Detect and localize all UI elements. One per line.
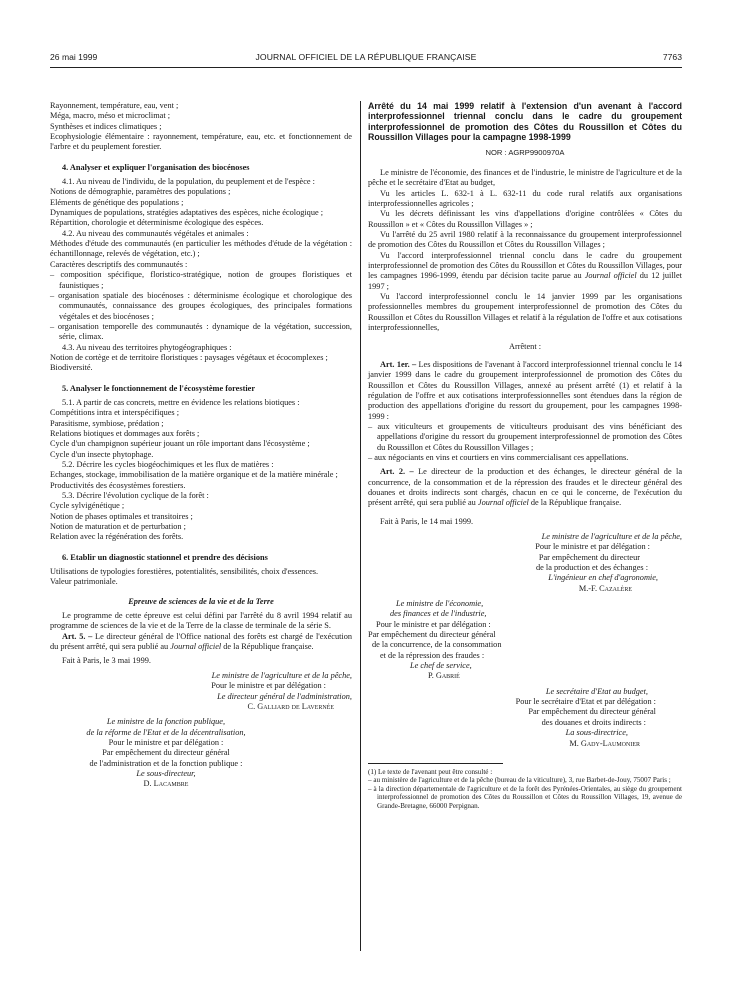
paragraph: Notion de phases optimales et transitoires ; (50, 511, 193, 521)
arretent-heading: Arrêtent : (508, 342, 542, 352)
section-heading: 6. Etablir un diagnostic stationnel et prendre des décisions (62, 552, 268, 562)
signature-line (50, 769, 352, 779)
list-item: – organisation temporelle des communautés : dynamique de la végétation, succession, série, climax. (50, 321, 352, 342)
footnote-rule (368, 763, 503, 764)
signature-line: Pour le secrétaire d'Etat et par délégation : (515, 697, 656, 707)
paragraph: Relations biotiques et dommages aux forêts ; (50, 428, 200, 438)
article-text: Le directeur de la production et des échanges, le directeur général de la concurrence, de la consommation et de la répression des fraudes et le directeur général des douanes et droits indirects sont chargés, chacun en ce qui le concerne, de l'exécution du présent arrêté, qui sera publié au (368, 467, 683, 508)
section-heading: 4. Analyser et expliquer l'organisation des biocénoses (62, 162, 250, 172)
paragraph: 5.3. Décrire l'évolution cyclique de la forêt : (62, 491, 209, 501)
signatory-name: D. Lacambre (143, 779, 189, 789)
signature-line: Pour le ministre et par délégation : (211, 681, 326, 691)
signatory-name: M. Gady-Laumonier (569, 738, 640, 748)
header-rule (50, 67, 682, 68)
paragraph: Notion de cortège et de territoire floristiques : paysages végétaux et écocomplexes ; (50, 352, 328, 362)
section-heading: 5. Analyser le fonctionnement de l'écosystème forestier (62, 383, 256, 393)
paragraph: Cycle sylvigénétique ; (50, 501, 125, 511)
list-item: – aux négociants en vins et courtiers en vins commercialisant ces appellations. (368, 452, 629, 462)
paragraph: Vu les articles L. 632-1 à L. 632-11 du code rural relatifs aux organisations interprofessionnelles agricoles ; (368, 188, 682, 208)
signature-line (50, 692, 352, 702)
paragraph: Utilisations de typologies forestières, potentialités, sensibilités, choix d'essences. (50, 567, 319, 577)
paragraph: Notion de maturation et de perturbation ; (50, 522, 186, 532)
sig-text: Le secrétaire d'Etat au budget, (545, 686, 648, 696)
footnote: – au ministère de l'agriculture et de la pêche (bureau de la viticulture), 3, rue Barbet-de-Jouy, 75007 Paris ; (368, 776, 671, 785)
paragraph: Echanges, stockage, immobilisation de la matière organique et de la matière minérale ; (50, 470, 338, 480)
signature-line (50, 728, 352, 738)
right-column (368, 101, 682, 810)
paragraph: Méga, macro, méso et microclimat ; (50, 111, 171, 121)
paragraph: Vu les décrets définissant les vins d'appellations d'origine contrôlées « Côtes du Roussillon » et « Côtes du Roussillon Villages » ; (368, 209, 682, 229)
journal-ref: Journal officiel (170, 642, 222, 652)
fait-a-paris: Fait à Paris, le 3 mai 1999. (62, 655, 151, 665)
paragraph: 4.3. Au niveau des territoires phytogéographiques : (62, 342, 232, 352)
article-2 (368, 467, 682, 508)
paragraph: Rayonnement, température, eau, vent ; (50, 101, 179, 110)
sig-text: Le sous-directeur, (136, 768, 196, 778)
signature-line: et de la répression des fraudes : (380, 650, 485, 660)
left-column (50, 101, 352, 790)
signature-line: Par empêchement du directeur (538, 552, 640, 562)
paragraph: Répartition, chorologie et déterminisme écologique des espèces. (50, 218, 264, 228)
sig-text: des finances et de l'industrie, (390, 609, 487, 619)
paragraph: Cycle d'un insecte phytophage. (50, 449, 154, 459)
signature-line: Pour le ministre et par délégation : (108, 737, 224, 747)
page-header (50, 52, 682, 64)
sig-text: Le directeur général de l'administration, (217, 691, 352, 701)
paragraph: Dynamiques de populations, stratégies adaptatives des espèces, niche écologique ; (50, 208, 324, 218)
paragraph: Le ministre de l'économie, des finances et de l'industrie, le ministre de l'agriculture et de la pêche et le secrétaire d'Etat au budget, (368, 167, 682, 188)
decree-title: Arrêté du 14 mai 1999 relatif à l'extension d'un avenant à l'accord interprofessionnel triennal conclu dans le cadre du groupement interprofessionnel de promotion des Côtes du Roussillon et Côtes du Roussillon Villages pour la campagne 1998-1999 (368, 101, 682, 143)
paragraph-text-end: du 12 juillet 1997 ; (368, 271, 682, 291)
list-item: – organisation spatiale des biocénoses : déterminisme écologique et chorologique des communautés, connaissance des groupes écologiques, des principales formations végétales et des biocénoses ; (50, 290, 352, 321)
signature-line: Pour le ministre et par délégation : (376, 619, 491, 629)
paragraph: Valeur patrimoniale. (50, 577, 118, 587)
column-divider (360, 101, 361, 951)
paragraph: 4.2. Au niveau des communautés végétales et animales : (62, 228, 249, 238)
article-label: Art. 1er. – (380, 359, 417, 369)
signature-line: de la concurrence, de la consommation (372, 640, 502, 650)
signature-line (368, 599, 682, 609)
article-5 (50, 632, 352, 653)
sig-text: Le ministre de l'agriculture et de la pêche, (541, 531, 682, 541)
paragraph: Vu l'arrêté du 25 avril 1980 relatif à la reconnaissance du groupement interprofessionnel de promotion des Côtes du Roussillon et Côtes du Roussillon Villages ; (368, 230, 682, 250)
signature-line: de la production et des échanges : (536, 563, 648, 572)
article-text-end: de la République française. (528, 498, 622, 508)
paragraph: Cycle d'un champignon supérieur jouant un rôle important dans l'écosystème ; (50, 439, 310, 449)
paragraph: 5.1. A partir de cas concrets, mettre en évidence les relations biotiques : (62, 397, 300, 407)
sig-text: Le ministre de l'économie, (396, 599, 484, 609)
sig-text: Le ministre de l'agriculture et de la pêche, (211, 670, 352, 680)
paragraph-text: Vu l'accord interprofessionnel triennal conclu dans le cadre du groupement interprofessionnel de promotion des Côtes du Roussillon et Côtes du Roussillon Villages, pour les campagnes 1996-1999, étendu par décision tacite parue au (368, 250, 682, 281)
list-item: – aux viticulteurs et groupements de viticulteurs produisant des vins bénéficiant des appellations d'origine du ressort du groupement interprofessionnel de promotion des Côtes du Roussillon et Côtes du Roussillon Villages ; (368, 421, 682, 452)
signature-line (368, 687, 682, 697)
signatory-name: M.-F. Cazalère (578, 583, 632, 593)
header-page-number: 7763 (662, 52, 682, 62)
sig-text: de la réforme de l'Etat et de la décentralisation, (86, 727, 246, 737)
paragraph: Caractères descriptifs des communautés : (50, 259, 188, 269)
paragraph: Eléments de génétique des populations ; (50, 197, 184, 207)
paragraph: Compétitions intra et interspécifiques ; (50, 408, 180, 418)
signature-line: de l'administration et de la fonction publique : (89, 758, 243, 768)
article-label: Art. 5. – (62, 631, 93, 641)
paragraph: Productivités des écosystèmes forestiers. (50, 480, 186, 490)
signature-line: Pour le ministre et par délégation : (535, 542, 650, 552)
paragraph: Synthèses et indices climatiques ; (50, 121, 162, 131)
signature-line (368, 532, 682, 542)
signature-line (368, 573, 682, 583)
nor-reference: NOR : AGRP9900970A (485, 147, 565, 157)
sig-text: L'ingénieur en chef d'agronomie, (548, 573, 658, 583)
paragraph: Vu l'accord interprofessionnel conclu le 14 janvier 1999 par les organisations professionnelles membres du groupement interprofessionnel de promotion des Côtes du Roussillon et Côtes du Roussillon Villages et relatif à la régulation de l'offre et aux cotisations interprofessionnelles, (368, 292, 682, 333)
signature-line: Par empêchement du directeur général (528, 707, 656, 717)
article-text: Le directeur général de l'Office national des forêts est chargé de l'exécution du présent arrêté, qui sera publié au (50, 631, 353, 652)
signatory-name: C. Galliard de Lavernée (247, 701, 334, 711)
signature-line: Par empêchement du directeur général (368, 630, 496, 640)
paragraph: Parasitisme, symbiose, prédation ; (50, 418, 164, 428)
paragraph: Notions de démographie, paramètres des populations ; (50, 187, 231, 197)
signature-line (368, 609, 682, 619)
header-date: 26 mai 1999 (50, 52, 98, 62)
paragraph (368, 251, 682, 292)
article-text: Les dispositions de l'avenant à l'accord interprofessionnel triennal conclu le 14 janvier 1999 dans le cadre du groupement interprofessionnel de promotion des Côtes du Roussillon et Côtes du Roussillon Villages, annexé au présent arrêté (1) et relatif à la régulation de l'offre et aux cotisations interprofessionnelles sont étendues dans la région de production des appellations d'origine du ressort du groupement, pour les campagnes 1998-1999 : (368, 359, 682, 421)
signatory-name: P. Gabrié (428, 671, 460, 681)
article-label: Art. 2. – (380, 467, 414, 477)
paragraph: Le programme de cette épreuve est celui défini par l'arrêté du 8 avril 1994 relatif au programme de sciences de la vie et de la Terre de la classe de terminale de la série S. (50, 611, 352, 631)
epreuve-heading: Epreuve de sciences de la vie et de la Terre (128, 596, 274, 606)
list-item: – composition spécifique, floristico-stratégique, notion de groupes floristiques et faunistiques ; (50, 270, 352, 290)
paragraph: Ecophysiologie élémentaire : rayonnement, température, eau, etc. et fonctionnement de l'arbre et du peuplement forestier. (50, 132, 352, 152)
paragraph: Biodiversité. (50, 363, 93, 373)
signature-line (50, 717, 352, 727)
signature-line (368, 661, 682, 671)
paragraph: 5.2. Décrire les cycles biogéochimiques et les flux de matières : (62, 460, 274, 469)
signature-line: des douanes et droits indirects : (541, 717, 646, 727)
paragraph: 4.1. Au niveau de l'individu, de la population, du peuplement et de l'espèce : (62, 177, 315, 187)
sig-text: Le chef de service, (410, 661, 472, 671)
journal-ref: Journal officiel (477, 498, 529, 508)
signature-line (368, 728, 682, 738)
sig-text: La sous-directrice, (565, 728, 628, 738)
signature-line: Par empêchement du directeur général (102, 748, 230, 758)
footnote: (1) Le texte de l'avenant peut être consulté : (368, 767, 493, 776)
journal-ref: Journal officiel (584, 271, 637, 281)
footnote: – à la direction départementale de l'agriculture et de la forêt des Pyrénées-Orientales, au siège du groupement interprofessionnel de promotion des Côtes du Roussillon et Côtes du Roussillon Villages, 19, avenue de Grande-Bretagne, 66000 Perpignan. (368, 784, 682, 810)
paragraph: Relation avec la régénération des forêts. (50, 532, 184, 542)
paragraph: Méthodes d'étude des communautés (en particulier les méthodes d'étude de la végétation : échantillonnage, relevés de végétation, etc.) ; (50, 239, 352, 259)
sig-text: Le ministre de la fonction publique, (106, 717, 226, 727)
header-journal-title: JOURNAL OFFICIEL DE LA RÉPUBLIQUE FRANÇAISE (255, 52, 477, 62)
article-text-end: de la République française. (221, 642, 314, 652)
article-1 (368, 360, 682, 422)
fait-a-paris: Fait à Paris, le 14 mai 1999. (380, 516, 474, 526)
signature-line (50, 671, 352, 681)
